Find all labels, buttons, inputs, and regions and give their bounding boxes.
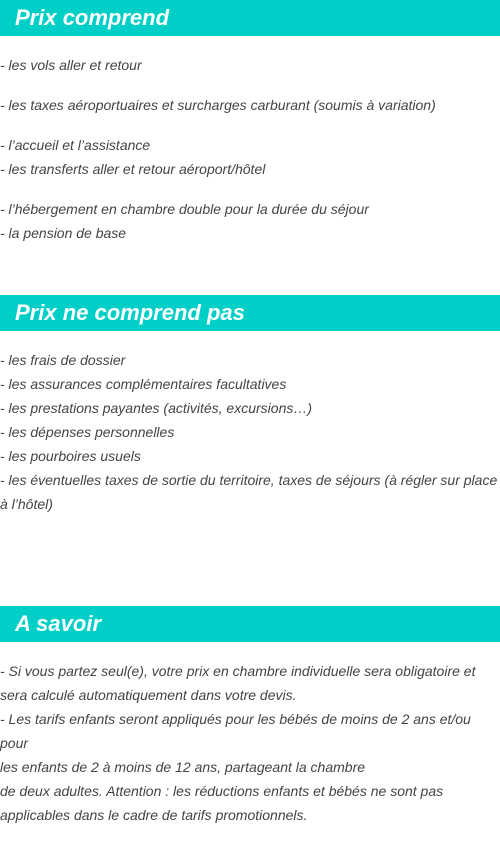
paragraph-line: - Les tarifs enfants seront appliqués pour les bébés de moins de 2 ans et/ou pour xyxy=(0,711,471,751)
section-title: Prix ne comprend pas xyxy=(0,295,500,331)
list-item: - les pourboires usuels xyxy=(0,448,141,464)
spacer xyxy=(0,117,500,133)
section-content xyxy=(0,348,500,516)
list-item: - les transferts aller et retour aéroport/hôtel xyxy=(0,161,266,177)
list-item: - la pension de base xyxy=(0,225,127,241)
paragraph-line: - Si vous partez seul(e), votre prix en chambre individuelle sera obligatoire et xyxy=(0,663,476,679)
section-content xyxy=(0,659,500,827)
paragraph-line: sera calculé automatiquement dans votre devis. xyxy=(0,687,297,703)
list-item: à l’hôtel) xyxy=(0,496,53,512)
spacer xyxy=(0,77,500,93)
section-content xyxy=(0,53,500,245)
section-title: A savoir xyxy=(0,606,500,642)
section-prix-ne-comprend-pas xyxy=(0,295,500,512)
list-item: - l’hébergement en chambre double pour la durée du séjour xyxy=(0,201,369,217)
paragraph-line: les enfants de 2 à moins de 12 ans, partageant la chambre xyxy=(0,759,366,775)
list-item: - les éventuelles taxes de sortie du territoire, taxes de séjours (à régler sur place xyxy=(0,472,498,488)
section-title: Prix comprend xyxy=(0,0,500,36)
paragraph-line: de deux adultes. Attention : les réductions enfants et bébés ne sont pas xyxy=(0,783,444,799)
list-item: - les taxes aéroportuaires et surcharges carburant (soumis à variation) xyxy=(0,97,436,113)
paragraph-line: applicables dans le cadre de tarifs promotionnels. xyxy=(0,807,308,823)
list-item: - les prestations payantes (activités, excursions…) xyxy=(0,400,313,416)
list-item: - les dépenses personnelles xyxy=(0,424,175,440)
spacer xyxy=(0,181,500,197)
list-item: - les assurances complémentaires facultatives xyxy=(0,376,287,392)
list-item: - les frais de dossier xyxy=(0,352,126,368)
list-item: - les vols aller et retour xyxy=(0,57,142,73)
list-item: - l’accueil et l’assistance xyxy=(0,137,151,153)
section-a-savoir xyxy=(0,606,500,823)
section-prix-comprend xyxy=(0,0,500,241)
